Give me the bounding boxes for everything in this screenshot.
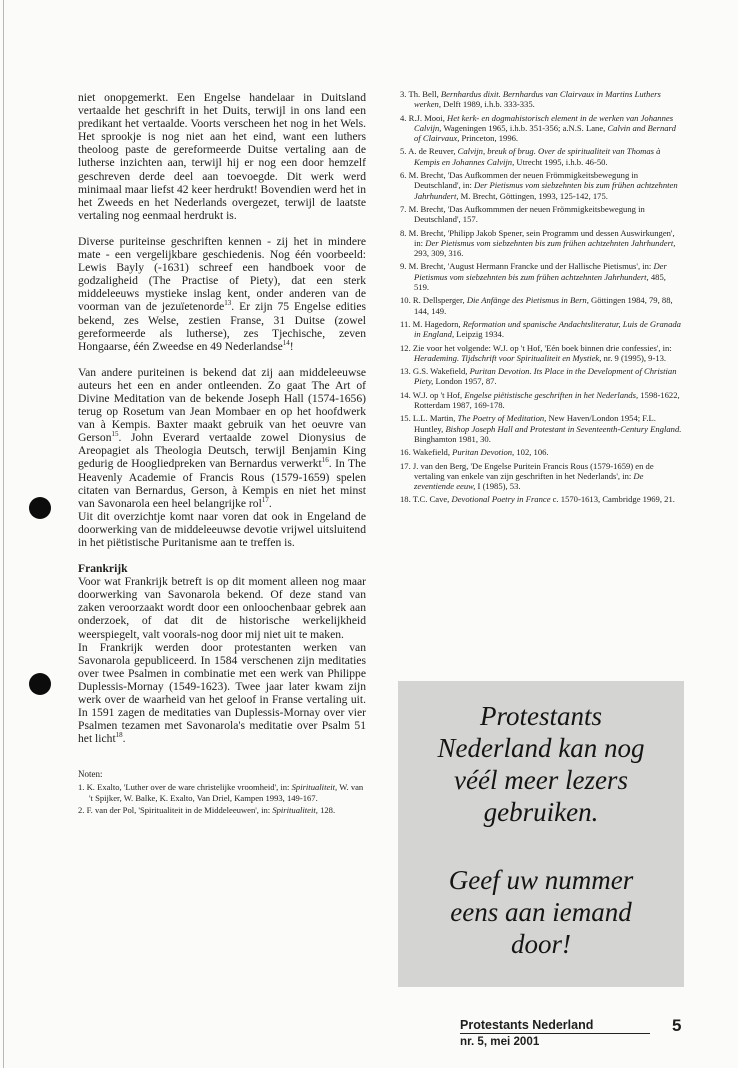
promo-text: eens aan iemand bbox=[450, 897, 632, 927]
body-paragraph: Voor wat Frankrijk betreft is op dit moment alleen nog maar doorwerking van Savonarola bekend. Of deze stand van zaken veroorzaakt wordt door een onloochenbaar gebrek aan onderzoek, of dat dit de historische werkelijkheid weerspiegelt, valt voorals-nog door mij niet uit te maken. bbox=[78, 575, 366, 641]
footnote-ref: 18 bbox=[115, 731, 123, 740]
promo-text: véél meer lezers bbox=[454, 765, 628, 795]
footnote-ref: 16 bbox=[321, 456, 329, 465]
footnote: 5. A. de Reuver, Calvijn, breuk of brug. Over de spiritualiteit van Thomas à Kempis en Johannes Calvijn, Utrecht 1995, i.h.b. 46-50. bbox=[400, 146, 661, 167]
promo-text: Protestants bbox=[479, 701, 602, 731]
footnote: 6. M. Brecht, 'Das Aufkommen der neuen Frömmigkeitsbewegung in Deutschland', in: Der Pietismus vom siebzehnten bis zum frühen achtzehnten Jahrhundert, M. Brecht, Göttingen, 1993, 125-142, 175. bbox=[400, 170, 678, 201]
page-number: 5 bbox=[672, 1016, 682, 1035]
right-column bbox=[400, 89, 682, 508]
footnote-ref: 17 bbox=[261, 495, 269, 504]
page-edge-line bbox=[3, 0, 4, 1068]
body-paragraph: niet onopgemerkt. Een Engelse handelaar in Duitsland vertaalde het geschrift in het Duits, terwijl in ons land een predikant het vertaalde. Voorts verscheen het nog in het Wels. Het sprookje is nog niet aan het eind, want een luthers theoloog paste de gereformeerde Duitse vertaling aan de lutherse inzichten aan, terwijl hij er nog een door hemzelf geschreven derde deel aan toevoegde. Dit werk werd minimaal maar liefst 42 keer herdrukt! Bovendien werd het in het Zweeds en het Nederlands overgezet, terwijl de laatste vertaling nog eenmaal herdrukt is. bbox=[78, 91, 366, 222]
promo-text: Nederland kan nog bbox=[437, 733, 645, 763]
notes-title: Noten: bbox=[78, 769, 103, 780]
footnote: 3. Th. Bell, Bernhardus dixit. Bernhardus van Clairvaux in Martins Luthers werken, Delft 1989, i.h.b. 333-335. bbox=[400, 89, 661, 110]
footnote: 2. F. van der Pol, 'Spiritualiteit in de Middeleeuwen', in: Spiritualiteit, 128. bbox=[78, 805, 336, 815]
binder-hole bbox=[29, 497, 51, 519]
footnote-ref: 14 bbox=[282, 338, 290, 347]
left-column bbox=[78, 91, 366, 817]
footnote-ref: 15 bbox=[111, 430, 119, 439]
footnote: 18. T.C. Cave, Devotional Poetry in France c. 1570-1613, Cambridge 1969, 21. bbox=[400, 494, 675, 505]
footnote: 1. K. Exalto, 'Luther over de ware christelijke vroomheid', in: Spiritualiteit, W. van 't Spijker, W. Balke, K. Exalto, Van Driel, Kampen 1993, 149-167. bbox=[78, 782, 364, 803]
footnote: 12. Zie voor het volgende: W.J. op 't Hof, 'Eén boek binnen drie confessies', in: Herademing. Tijdschrift voor Spiritualiteit en Mystiek, nr. 9 (1995), 9-13. bbox=[400, 342, 672, 363]
section-heading: Frankrijk bbox=[78, 562, 128, 576]
footnote: 7. M. Brecht, 'Das Aufkommmen der neuen Frömmigkeitsbewegung in Deutschland', 157. bbox=[400, 203, 645, 225]
footnote: 17. J. van den Berg, 'De Engelse Puritein Francis Rous (1579-1659) en de vertaling van enkele van zijn geschriften in het Nederlands', in: De zeventiende eeuw, I (1985), 53. bbox=[400, 460, 654, 492]
footnote: 9. M. Brecht, 'August Hermann Francke und der Hallische Pietismus', in: Der Pietismus vom siebzehnten bis zum frühen achtzehnten Jahrhundert, 485, 519. bbox=[400, 261, 667, 293]
footer-title: Protestants Nederland bbox=[460, 1018, 650, 1034]
footnote: 14. W.J. op 't Hof, Engelse piëtistische geschriften in het Nederlands, 1598-1622, Rotterdam 1987, 169-178. bbox=[400, 389, 680, 411]
binder-hole bbox=[29, 673, 51, 695]
promo-text: Geef uw nummer bbox=[448, 865, 634, 895]
footnote: 10. R. Dellsperger, Die Anfänge des Pietismus in Bern, Göttingen 1984, 79, 88, 144, 149. bbox=[400, 295, 673, 316]
footnote: 4. R.J. Mooi, Het kerk- en dogmahistorisch element in de werken van Johannes Calvijn, Wageningen 1965, i.h.b. 351-356; a.N.S. Lane, Calvin and Bernard of Clairvaux, Princeton, 1996. bbox=[400, 112, 676, 144]
promo-box bbox=[398, 681, 684, 987]
body-paragraph: Diverse puriteinse geschriften kennen - zij het in mindere mate - een vergelijkbare geschiedenis. Nog één voorbeeld: Lewis Bayly (-1631) schreef een handboek voor de godzaligheid (The Practise of Piety), dat een sterk middeleeuws mystieke inslag kent, onder anderen van de voorman van de jezuïetenorde$^{13}$. Er zijn 75 Engelse edities bekend, zes Welse, zestien Franse, 31 Duitse (zowel gereformeerde als lutherse), zes Tjechische, zeven Hongaarse, één Zweedse en 49 Nederlandse$^{14}$! bbox=[78, 234, 367, 353]
footer-issue: nr. 5, mei 2001 bbox=[460, 1035, 540, 1048]
promo-text: door! bbox=[511, 929, 571, 959]
footnote-ref: 13 bbox=[224, 299, 232, 308]
footnote: 8. M. Brecht, 'Philipp Jakob Spener, sein Programm und dessen Auswirkungen', in: Der Pietismus vom siebzehnten bis zum frühen achtzehnten Jahrhundert, 293, 309, 316. bbox=[400, 227, 676, 259]
body-paragraph: Uit dit overzichtje komt naar voren dat ook in Engeland de doorwerking van de middeleeuwse devotie vrijwel uitsluitend in het piëtistische Puritanisme aan te treffen is. bbox=[78, 509, 366, 549]
footnote: 13. G.S. Wakefield, Puritan Devotion. Its Place in the Development of Christian Piety, London 1957, 87. bbox=[400, 366, 677, 387]
body-paragraph: Van andere puriteinen is bekend dat zij aan middeleeuwse auteurs het een en ander ontleenden. Zo gaat The Art of Divine Meditation van de bekende Joseph Hall (1574-1656) terug op Rosetum van Jean Mombaer en op het hoofdwerk van à Kempis. Baxter maakt gebruik van het oeuvre van Gerson$^{15}$. John Everard vertaalde zowel Dionysius de Areopagiet als Theologia Deutsch, terwijl Benjamin King gedurig de Hoogliedpreken van Bernardus verwerkt$^{16}$. In The Heavenly Academie of Francis Rous (1579-1659) spelen citaten van Bernardus, Gerson, à Kempis en niet het minst van Savonarola een heel belangrijke rol$^{17}$. bbox=[78, 365, 366, 510]
promo-text: gebruiken. bbox=[483, 797, 599, 827]
footnote: 15. L.L. Martin, The Poetry of Meditation, New Haven/London 1954; F.L. Huntley, Bishop Joseph Hall and Protestant in Seventeenth-Century England. Binghamton 1981, 30. bbox=[400, 413, 682, 444]
footnote: 11. M. Hagedorn, Reformation und spanische Andachtsliteratur, Luis de Granada in England, Leipzig 1934. bbox=[400, 318, 681, 340]
body-paragraph: In Frankrijk werden door protestanten werken van Savonarola gepubliceerd. In 1584 verschenen zijn meditaties over twee Psalmen in combinatie met een werk van Philippe Duplessis-Mornay (1549-1623). Twee jaar later kwam zijn werk over de waarheid van het geloof in Franse vertaling uit. In 1591 zagen de meditaties van Duplessis-Mornay over vier Psalmen tezamen met Savonarola's meditatie over Psalm 51 het licht$^{18}$. bbox=[78, 640, 366, 746]
footnote: 16. Wakefield, Puritan Devotion, 102, 106. bbox=[400, 447, 549, 458]
